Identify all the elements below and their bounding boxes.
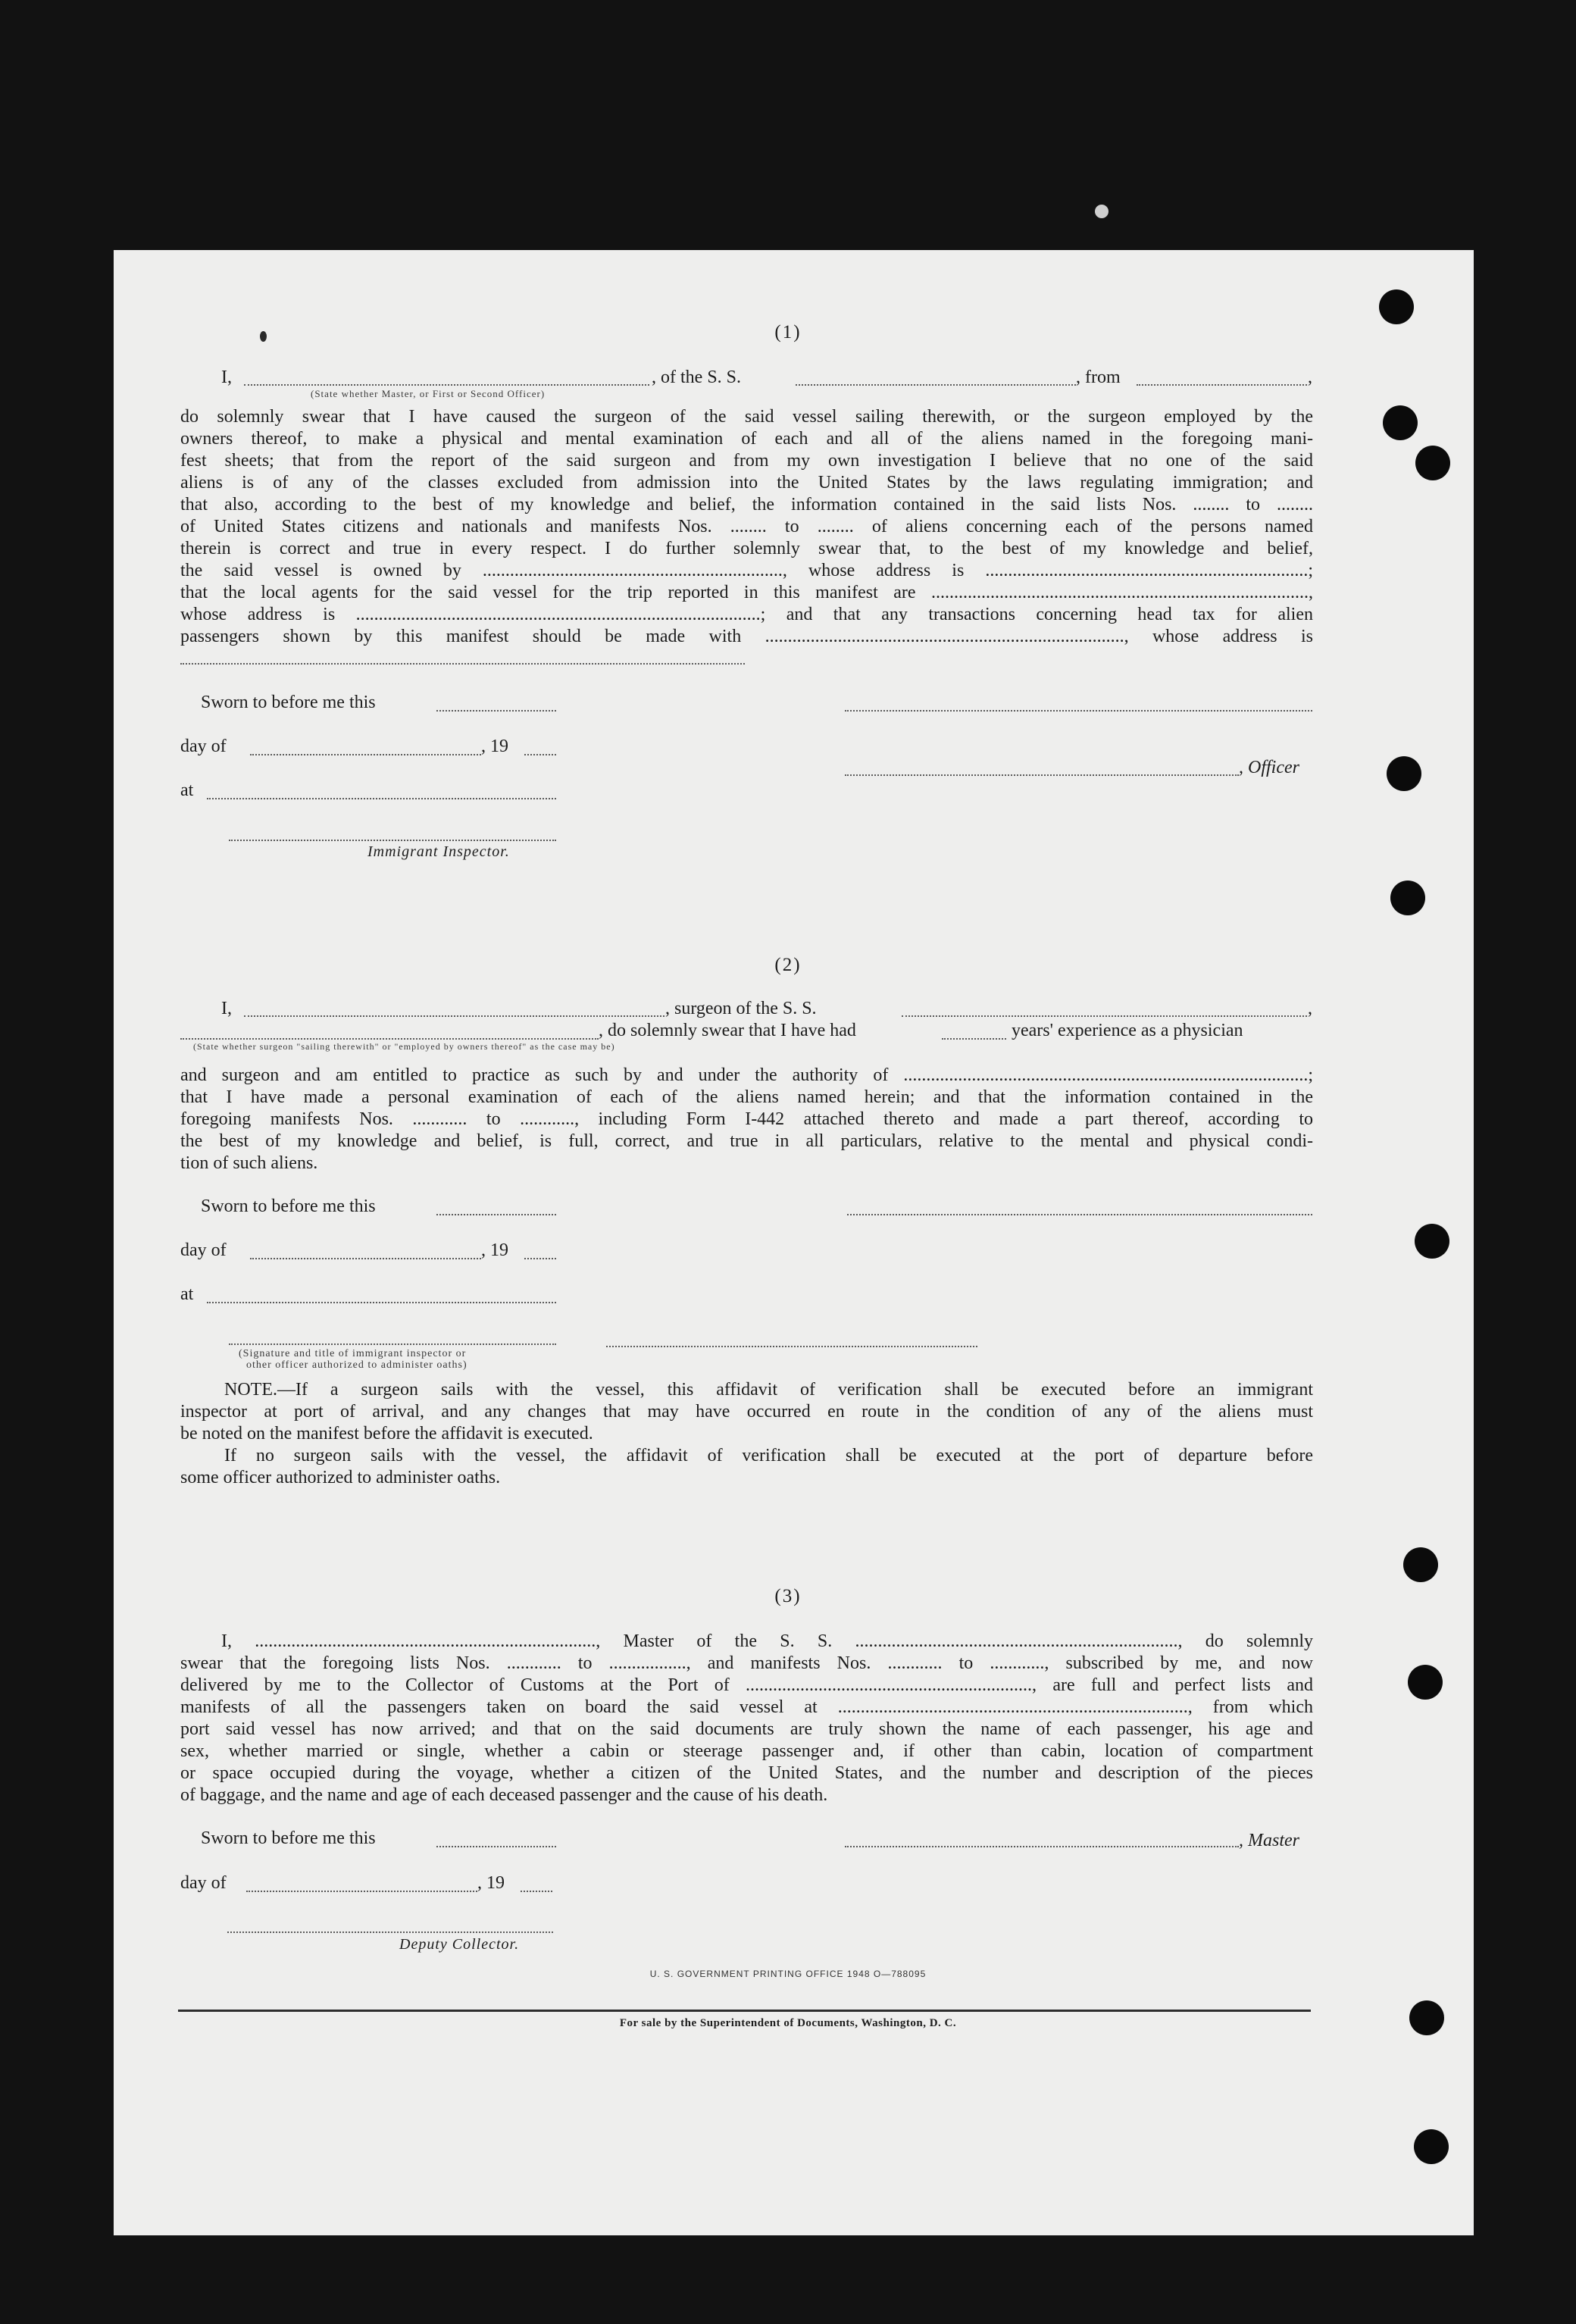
signature-note: other officer authorized to administer oaths): [246, 1359, 467, 1371]
collector-signature-field[interactable]: [227, 1931, 553, 1933]
day-of-field[interactable]: [250, 1258, 481, 1259]
binder-hole-icon: [1415, 446, 1450, 480]
officer-label: , Officer: [1239, 758, 1299, 777]
binder-hole-icon: [1408, 1665, 1443, 1700]
signature-dots: [606, 1346, 977, 1347]
affidavit-line: therein is correct and true in every respect. I do further solemnly swear that, to the best of my knowledge and belief,: [180, 539, 1313, 558]
affidavit-line: that I have made a personal examination of each of the aliens named herein; and that the information contained in the: [180, 1087, 1313, 1107]
affidavit-line: foregoing manifests Nos. ............ to ............, including Form I-442 attached thereto and made a part thereof, according to: [180, 1109, 1313, 1129]
affidavit-line: or space occupied during the voyage, whether a citizen of the United States, and the number and description of the pieces: [180, 1763, 1313, 1783]
day-of-label: day of: [180, 1240, 227, 1260]
affidavit-line: and surgeon and am entitled to practice as such by and under the authority of .........................................................................................;: [180, 1065, 1313, 1085]
surgeon-status-note: (State whether surgeon "sailing therewith" or "employed by owners thereof" as the case may be): [193, 1041, 615, 1052]
binder-hole-icon: [1383, 405, 1418, 440]
affidavit-line: do solemnly swear that I have caused the surgeon of the said vessel sailing therewith, or the surgeon employed by the: [180, 407, 1313, 427]
surgeon-status-field[interactable]: [180, 1038, 599, 1040]
affidavit-line: of United States citizens and nationals and manifests Nos. ........ to ........ of aliens concerning each of the persons named: [180, 517, 1313, 536]
year-field[interactable]: [524, 1258, 556, 1259]
affidavit-line: that the local agents for the said vessel for the trip reported in this manifest are ...................................................................................,: [180, 583, 1313, 602]
sworn-label: Sworn to before me this: [201, 1828, 376, 1848]
dust-speck: [1095, 205, 1109, 218]
affidavit-line: that also, according to the best of my knowledge and belief, the information contained in the said lists Nos. ........ to ........: [180, 495, 1313, 515]
footer-rule: [178, 2010, 1311, 2012]
affidavit-line: swear that the foregoing lists Nos. ............ to ................., and manifests Nos. ............ to ............, subscribed by me, and now: [180, 1653, 1313, 1673]
affidavit-line: the best of my knowledge and belief, is full, correct, and true in all particulars, relative to the mental and physical condi-: [180, 1131, 1313, 1151]
sworn-date-field[interactable]: [436, 710, 556, 712]
year-label: , 19: [481, 1240, 508, 1260]
signature-note: (Signature and title of immigrant inspector or: [239, 1348, 467, 1359]
day-of-label: day of: [180, 737, 227, 756]
address-field[interactable]: [180, 663, 745, 665]
sworn-label: Sworn to before me this: [201, 693, 376, 712]
note-line: inspector at port of arrival, and any changes that may have occurred en route in the condition of any of the aliens must: [180, 1402, 1313, 1422]
affidavit-line: sex, whether married or single, whether a cabin or steerage passenger and, if other than cabin, location of compartment: [180, 1741, 1313, 1761]
affidavit-line: aliens is of any of the classes excluded from admission into the United States by the laws regulating immigration; and: [180, 473, 1313, 493]
day-of-label: day of: [180, 1873, 227, 1893]
printing-office-imprint: U. S. GOVERNMENT PRINTING OFFICE 1948 O—788095: [649, 1969, 927, 1979]
master-label: , Master: [1239, 1831, 1299, 1850]
affidavit-line: I, ..........................................................................., Master of the S. S. ......................................................................., do solemnly: [221, 1631, 1313, 1651]
at-field[interactable]: [207, 1302, 556, 1303]
sale-notice: For sale by the Superintendent of Documents, Washington, D. C.: [619, 2017, 957, 2029]
section-2-i: I,: [221, 999, 232, 1018]
binder-hole-icon: [1414, 2129, 1449, 2164]
affidavit-line: passengers shown by this manifest should be made with ..............................................................................., whose address is: [180, 627, 1313, 646]
inspector-signature-field[interactable]: [229, 840, 556, 841]
year-field[interactable]: [521, 1891, 552, 1892]
line-end-comma: ,: [1308, 368, 1312, 387]
affidavit-line: owners thereof, to make a physical and mental examination of each and all of the aliens named in the foregoing mani-: [180, 429, 1313, 449]
section-1-number: (1): [774, 322, 802, 343]
sworn-date-field[interactable]: [436, 1214, 556, 1215]
deputy-collector-label: Deputy Collector.: [399, 1936, 520, 1953]
at-label: at: [180, 780, 194, 800]
day-of-field[interactable]: [246, 1891, 477, 1892]
binder-hole-icon: [1415, 1224, 1449, 1259]
note-line: be noted on the manifest before the affidavit is executed.: [180, 1424, 593, 1444]
sworn-label: Sworn to before me this: [201, 1196, 376, 1216]
binder-hole-icon: [1387, 756, 1421, 791]
day-of-field[interactable]: [250, 754, 481, 755]
affidavit-line: whose address is .........................................................................................; and that any transactions concerning head tax for alien: [180, 605, 1313, 624]
line-end-comma: ,: [1308, 999, 1312, 1018]
section-3-number: (3): [774, 1586, 802, 1606]
years-field[interactable]: [942, 1038, 1006, 1040]
affidavit-line: tion of such aliens.: [180, 1153, 318, 1173]
surgeon-vessel-field[interactable]: [902, 1015, 1307, 1017]
affidavit-line: of baggage, and the name and age of each deceased passenger and the cause of his death.: [180, 1785, 828, 1805]
from-port-field[interactable]: [1137, 384, 1307, 386]
rank-field[interactable]: [244, 384, 649, 386]
note-line: some officer authorized to administer oaths.: [180, 1468, 501, 1487]
binder-hole-icon: [1403, 1547, 1438, 1582]
affidavit-line: manifests of all the passengers taken on board the said vessel at ............................................................................., from which: [180, 1697, 1313, 1717]
affidavit-line: port said vessel has now arrived; and that on the said documents are truly shown the name of each passenger, his age and: [180, 1719, 1313, 1739]
section-1-i: I,: [221, 368, 232, 387]
year-label: , 19: [481, 737, 508, 756]
officer-title-field[interactable]: [845, 774, 1239, 776]
from-label: , from: [1076, 368, 1121, 387]
vessel-name-field[interactable]: [796, 384, 1076, 386]
surgeon-of-ss-label: , surgeon of the S. S.: [665, 999, 817, 1018]
note-line: If no surgeon sails with the vessel, the affidavit of verification shall be executed at the port of departure before: [224, 1446, 1313, 1465]
section-2-number: (2): [774, 955, 802, 975]
at-label: at: [180, 1284, 194, 1304]
affidavit-line: the said vessel is owned by .................................................................., whose address is .......................................................................;: [180, 561, 1313, 580]
master-signature-field[interactable]: [845, 1846, 1239, 1847]
affidavit-line: fest sheets; that from the report of the said surgeon and from my own investigation I believe that no one of the said: [180, 451, 1313, 471]
years-label: years' experience as a physician: [1012, 1021, 1243, 1040]
at-field[interactable]: [207, 798, 556, 799]
immigrant-inspector-label: Immigrant Inspector.: [367, 843, 510, 860]
note-line: NOTE.—If a surgeon sails with the vessel, this affidavit of verification shall be executed before an immigrant: [224, 1380, 1313, 1400]
surgeon-name-field[interactable]: [244, 1015, 664, 1017]
sworn-date-field[interactable]: [436, 1846, 556, 1847]
year-label: , 19: [477, 1873, 505, 1893]
rank-note: (State whether Master, or First or Second Officer): [311, 388, 546, 399]
binder-hole-icon: [1390, 880, 1425, 915]
swear-label: , do solemnly swear that I have had: [599, 1021, 856, 1040]
officer-signature-field[interactable]: [845, 710, 1312, 712]
binder-hole-icon: [1379, 289, 1414, 324]
of-the-ss-label: , of the S. S.: [652, 368, 742, 387]
inspector-signature-field[interactable]: [229, 1343, 556, 1345]
surgeon-signature-field[interactable]: [847, 1214, 1312, 1215]
affidavit-line: delivered by me to the Collector of Customs at the Port of ..............................................................., are full and perfect lists and: [180, 1675, 1313, 1695]
year-field[interactable]: [524, 754, 556, 755]
